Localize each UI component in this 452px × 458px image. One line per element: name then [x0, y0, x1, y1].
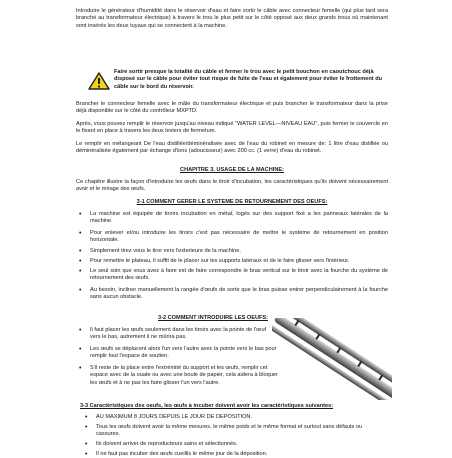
list-item: Au besoin, incliner manuellement la rangée d'œufs de sorte que le bras puisse entrer perpendiculairement à la fourche sans aucun obstacle. — [90, 287, 388, 301]
intro-paragraph-2: Brancher le connecteur femelle avec le mâle du transformateur électrique et puis brancher le transformateur dans la prise déjà disponible sur le côté du contrôleur MXPTD. — [76, 101, 388, 115]
bullet-icon: • — [79, 248, 82, 255]
bullet-icon: • — [79, 258, 82, 265]
list-item: Simplement tirez vous le tiror vers l'exterieure de la machine. — [90, 248, 241, 254]
egg-tray-illustration — [272, 318, 392, 400]
list-item: Tous les œufs doivent avoir la même mesures, le même poids et le même format et surtout sans défauts ou cassures. — [96, 424, 363, 438]
bullet-icon: • — [79, 268, 82, 275]
section-3-2-title: 3-2 COMMENT INTRODUIRE LES OEUFS: — [158, 315, 269, 321]
list-item: AU MAXIMUM 8 JOURS DEPUIS LE JOUR DE DEPOSITION. — [96, 414, 253, 420]
list-item: La machine est équipée de tiroirs incubation en métal, logés sur des support fixé a les panneaux latérales de la machine. — [90, 211, 388, 225]
bullet-icon: • — [85, 424, 88, 431]
list-item: Pour enlever et/ou introduire les tiroirs c'est pas nécessaire de mettre le système de retournement en position horizontale. — [90, 230, 388, 244]
list-item: S'il reste de la place entre l'extrémité du support et les œufs, remplir cet espace avec de la ouate ou avec une boule de papier, cela aidera à bloquer les œufs et à ne pas les faire glisser l'un vers l'autre. — [90, 365, 278, 386]
chapter-intro: Ce chapitre illustre la façon d'introduire les œufs dans le tiroir d'incubation, les caractéristiques qu'ils doivent nécessairement avoir et le mirage des œufs. — [76, 179, 388, 193]
list-item: Il ne faut pas incuber des œufs cueillis le même jour de la déposition. — [96, 451, 268, 457]
bullet-icon: • — [79, 230, 82, 237]
warning-text: Faire sortir presque la totalité du câble et fermer le trou avec le petit bouchon en caoutchouc déjà disposé sur le câble pour éviter tout risque de fuite de l'eau et également pour éviter le frottement du câble sur le bord du réservoir. — [114, 69, 383, 90]
bullet-icon: • — [79, 211, 82, 218]
list-item: Le seul soin que vous avez à faire est de faire correspondre le bras vertical sur le tiroir avec la fourche du système de retournement des œufs. — [90, 268, 388, 282]
list-item: Les œufs se déplacent alors l'un vers l'autre avec la pointe vers le bas pour remplir tout l'espace de soutien. — [90, 346, 277, 360]
warning-icon — [88, 72, 110, 90]
bullet-icon: • — [85, 441, 88, 448]
bullet-icon: • — [85, 451, 88, 458]
bullet-icon: • — [79, 346, 82, 353]
bullet-icon: • — [79, 327, 82, 334]
chapter-title: CHAPITRE 3. USAGE DE LA MACHINE: — [180, 167, 284, 173]
bullet-icon: • — [79, 365, 82, 372]
bullet-icon: • — [85, 414, 88, 421]
list-item: Il faut placer les œufs seulement dans les tiroirs avec la pointe de l'œuf vers le bas, autrement il ne mûrira pas. — [90, 327, 267, 341]
bullet-icon: • — [79, 287, 82, 294]
section-3-1-title: 3-1 COMMENT GERER LE SYSTEME DE RETOURNEMENT DES OEUFS: — [136, 199, 328, 205]
section-3-3-title: 3-3 Caractéristiques des oeufs, les œufs à incuber doivent avoir les caractéristiques suivantes: — [80, 403, 334, 409]
list-item: Pour remettre le plateau, il suffit de le placer sur les supports latéraux et de le faire glisser vers l'intérieur. — [90, 258, 350, 264]
list-item: Ils doivent arriver de reproducteurs sains et sélectionnés. — [96, 441, 238, 447]
intro-paragraph-1: Introduire le générateur d'humidité dans le réservoir d'eau et faire sortir le câble avec connecteur femelle (qui plus tard sera branché au transformateur électrique) à travers le trou le plus petit sur le côté opposé aux deux grands trous où maintenant sont insérés les deux tuyaux qui se connectent à la machine. — [76, 8, 388, 29]
intro-paragraph-4: Le remplir en mélangeant De l'eau distillée/déminéralisée avec de l'eau du robinet en mesure de: 1 litre d'eau distillée ou déminéralisée également par échange d'ions (adoucisseur) avec 200 cc. (1 verre) d'eau du robinet. — [76, 141, 388, 155]
intro-paragraph-3: Après, vous pouvez remplir le réservoir jusqu'au niveau indiqué "WATER LEVEL—NIVEAU EAU", puis fermer le couvercle en le fixant en place à travers les deux leviers de fermeture. — [76, 121, 388, 135]
